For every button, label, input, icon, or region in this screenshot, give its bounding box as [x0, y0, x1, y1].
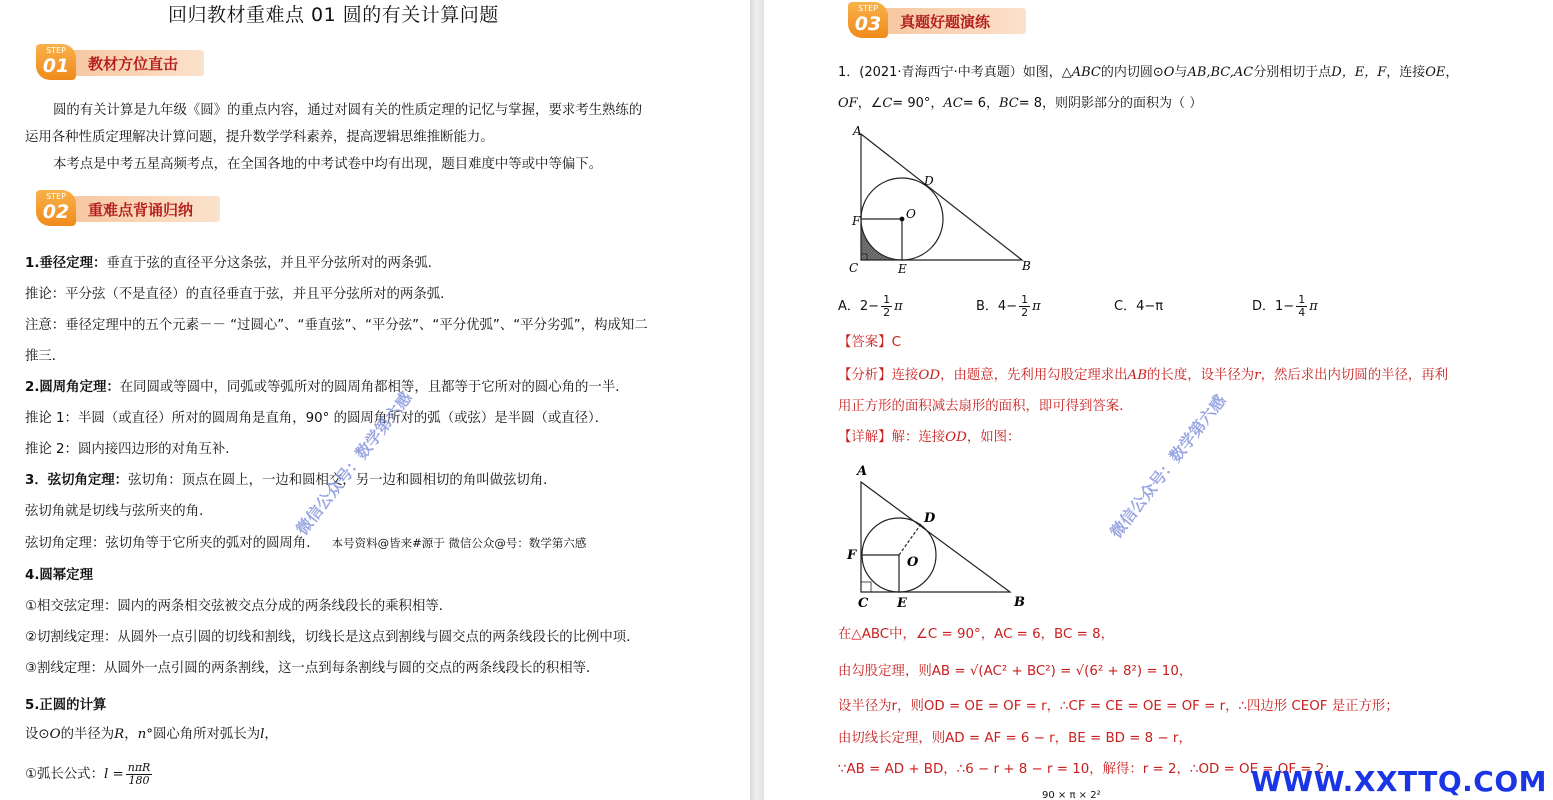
s1-text: 垂直于弦的直径平分这条弦，并且平分弦所对的两条弧．: [106, 256, 442, 271]
t: AB,BC,AC: [1187, 65, 1254, 80]
t: ，: [1445, 65, 1459, 80]
s5-heading: 5.正圆的计算: [25, 698, 107, 713]
t: ，由题意，先利用勾股定理求出: [940, 368, 1128, 383]
label-f: F: [847, 548, 857, 563]
t: 180: [128, 773, 150, 787]
t: AC: [943, 96, 963, 111]
step-word: STEP: [858, 4, 878, 13]
watermark: 微信公众号：数学第六感: [1106, 391, 1230, 542]
label-e: E: [898, 262, 907, 276]
t: ，: [124, 727, 138, 742]
s2-line-2: 推论 1：半圆（或直径）所对的圆周角是直角，90° 的圆周角所对的弧（或弦）是半圆（或直径）．: [25, 411, 609, 426]
label-a: A: [857, 464, 868, 479]
t: π: [894, 299, 903, 314]
answer-value: C: [891, 335, 901, 350]
t: r: [1254, 368, 1261, 383]
label-c: C: [858, 596, 869, 611]
t: 4: [1298, 306, 1306, 319]
arc-length-fraction: [126, 762, 153, 787]
t: = 8，则阴影部分的面积为（ ）: [1018, 96, 1203, 111]
triangle-figure-2: [844, 460, 1044, 616]
s2-heading: 2.圆周角定理：: [25, 380, 120, 395]
step-number: 03: [854, 13, 882, 35]
fraction: [1019, 294, 1030, 319]
solution-line-5: ∵AB = AD + BD，∴6 − r + 8 − r = 10，解得：r = 2，∴OD = OE = OF = 2；: [838, 762, 1338, 777]
t: π: [1309, 299, 1318, 314]
t: = 90°，: [892, 96, 944, 111]
s1-heading: 1.垂径定理：: [25, 256, 107, 271]
label-o: O: [907, 555, 919, 570]
t: 解：连接: [891, 430, 946, 445]
t: 与: [1174, 65, 1188, 80]
t: C: [882, 96, 893, 111]
label-o: O: [906, 207, 916, 221]
t: OD: [918, 368, 941, 383]
analysis-tag: 【分析】: [838, 368, 892, 383]
option-c[interactable]: C．4−π: [1114, 299, 1164, 314]
s5-line-1: [25, 726, 278, 744]
t: 设⊙: [25, 727, 50, 742]
t: π: [1032, 299, 1041, 314]
s4-line-1: ①相交弦定理：圆内的两条相交弦被交点分成的两条线段长的乘积相等．: [25, 599, 453, 614]
label-d: D: [924, 174, 934, 188]
t: D．1−: [1252, 299, 1295, 314]
page-title: 回归教材重难点 01 圆的有关计算问题: [168, 4, 499, 26]
step-label: 重难点背诵归纳: [88, 201, 194, 219]
watermark: 微信公众号：数学第六感: [292, 388, 416, 539]
intro-line-1: 圆的有关计算是九年级《圆》的重点内容，通过对圆有关的性质定理的记忆与掌握，要求考生熟练的: [53, 103, 643, 118]
s3-heading: 3．弦切角定理：: [25, 473, 129, 488]
t: = 6，: [962, 96, 1000, 111]
t: 2: [883, 306, 891, 319]
solution-line-3: 设半径为r，则OD = OE = OF = r，∴CF = CE = OE = OF = r，∴四边形 CEOF 是正方形；: [838, 699, 1399, 714]
t: 连接: [891, 368, 919, 383]
t: ①弧长公式：: [25, 767, 104, 782]
t: 1: [883, 293, 891, 306]
label-a: A: [853, 124, 862, 138]
s3-text-3: 弦切角定理：弦切角等于它所夹的弧对的圆周角．: [25, 536, 320, 551]
t: A．2−: [838, 299, 880, 314]
step-number: 02: [42, 201, 70, 223]
label-b: B: [1022, 259, 1031, 273]
t: OE: [1425, 65, 1446, 80]
s3-text: 弦切角：顶点在圆上，一边和圆相交，另一边和圆相切的角叫做弦切角．: [128, 473, 557, 488]
t: ，如图：: [966, 430, 1021, 445]
s1-line-4: 推三．: [25, 349, 66, 364]
s2-line-3: 推论 2：圆内接四边形的对角互补．: [25, 442, 239, 457]
s2-text: 在同圆或等圆中，同弧或等弧所对的圆周角都相等，且都等于它所对的圆心角的一半．: [119, 380, 629, 395]
question-line-2: [838, 95, 1202, 113]
t: BC: [999, 96, 1019, 111]
s3-line-2: 弦切角就是切线与弦所夹的角．: [25, 504, 213, 519]
t: ABC: [1071, 65, 1101, 80]
site-watermark: WWW.XXTTQ.COM: [1250, 765, 1547, 798]
label-d: D: [924, 511, 936, 526]
option-d[interactable]: [1252, 293, 1318, 321]
segment-od-dashed: [899, 524, 921, 555]
t: 的内切圆⊙: [1100, 65, 1164, 80]
t: 1: [1298, 293, 1306, 306]
s1-line-2: 推论：平分弦（不是直径）的直径垂直于弦，并且平分弦所对的两条弧．: [25, 287, 454, 302]
intro-line-2: 运用各种性质定理解决计算问题，提升数学学科素养，提高逻辑思维推断能力。: [25, 130, 494, 145]
t: 圆心角所对弧长为: [152, 727, 261, 742]
step-word: STEP: [46, 192, 66, 201]
source-note: 本号资料@皆来#源于 微信公众@号：数学第六感: [331, 536, 587, 550]
s4-heading: 4.圆幂定理: [25, 568, 93, 583]
page-gutter: [750, 0, 764, 800]
s5-line-2: [25, 760, 154, 790]
t: ，连接: [1386, 65, 1426, 80]
label-c: C: [849, 261, 859, 275]
step-03-header: [848, 2, 1028, 36]
step-number: 01: [42, 55, 70, 77]
right-page: [764, 0, 1553, 800]
s4-line-2: ②切割线定理：从圆外一点引圆的切线和割线，切线长是这点到割线与圆交点的两条线段长的比例中项．: [25, 630, 640, 645]
step-badge: [36, 190, 76, 226]
t: 的长度，设半径为: [1147, 368, 1255, 383]
center-point: [900, 217, 905, 222]
triangle-figure-1: [844, 124, 1044, 280]
fraction: [1296, 294, 1307, 319]
t: OF: [838, 96, 858, 111]
s1-line-3: 注意：垂径定理中的五个元素－－ “过圆心”、“垂直弦”、“平分弦”、“平分优弧”、“平分劣弧”，构成知二: [25, 318, 648, 333]
s4-line-3: ③割线定理：从圆外一点引圆的两条割线，这一点到每条割线与圆的交点的两条线段长的积相等．: [25, 661, 600, 676]
intro-line-3: 本考点是中考五星高频考点，在全国各地的中考试卷中均有出现，题目难度中等或中等偏下。: [53, 157, 603, 172]
step-01-header: [36, 44, 206, 78]
t: 2: [1021, 306, 1029, 319]
t: nπR: [127, 760, 151, 774]
triangle-abc: [861, 482, 1010, 592]
right-angle-mark: [861, 582, 871, 592]
t: l: [260, 727, 265, 742]
solution-line-6-partial: 90 × π × 2²: [1042, 790, 1101, 800]
t: AB: [1127, 368, 1148, 383]
t: R: [114, 727, 125, 742]
label-f: F: [852, 214, 861, 228]
fraction: [881, 294, 892, 319]
detail-line-1: [838, 429, 1020, 447]
answer-tag: 【答案】: [838, 335, 892, 350]
label-b: B: [1014, 595, 1025, 610]
step-label: 教材方位直击: [88, 55, 179, 73]
t: O: [49, 727, 61, 742]
step-02-header: [36, 190, 226, 224]
t: ，然后求出内切圆的半径，再利: [1260, 368, 1449, 383]
option-b[interactable]: [976, 293, 1041, 321]
t: B．4−: [976, 299, 1018, 314]
s1-line-1: [25, 255, 441, 273]
t: 1．(2021·青海西宁·中考真题）如图，△: [838, 65, 1072, 80]
t: ，∠: [857, 96, 883, 111]
t: 1: [1021, 293, 1029, 306]
solution-line-1: 在△ABC中，∠C = 90°，AC = 6，BC = 8，: [838, 627, 1115, 642]
option-a[interactable]: [838, 293, 903, 321]
analysis-line-1: [838, 367, 1448, 385]
t: O: [1163, 65, 1175, 80]
left-page: [0, 0, 750, 800]
detail-tag: 【详解】: [838, 430, 892, 445]
s3-line-1: [25, 472, 557, 490]
t: 的半径为: [60, 727, 115, 742]
solution-line-2: 由勾股定理，则AB = √(AC² + BC²) = √(6² + 8²) = 10，: [838, 664, 1193, 679]
step-word: STEP: [46, 46, 66, 55]
t: 分别相切于点: [1253, 65, 1332, 80]
analysis-line-2: 用正方形的面积减去扇形的面积，即可得到答案．: [838, 399, 1133, 414]
t: n°: [137, 727, 153, 742]
label-e: E: [897, 596, 907, 611]
t: ，: [264, 727, 278, 742]
t: l =: [103, 767, 124, 782]
question-line-1: [838, 64, 1458, 82]
answer-line: [838, 334, 901, 352]
t: D，E，F: [1331, 65, 1387, 80]
step-badge: [36, 44, 76, 80]
t: OD: [945, 430, 967, 445]
s2-line-1: [25, 379, 629, 397]
solution-line-4: 由切线长定理，则AD = AF = 6 − r，BE = BD = 8 − r，: [838, 731, 1192, 746]
step-label: 真题好题演练: [900, 13, 991, 31]
step-badge: [848, 2, 888, 38]
